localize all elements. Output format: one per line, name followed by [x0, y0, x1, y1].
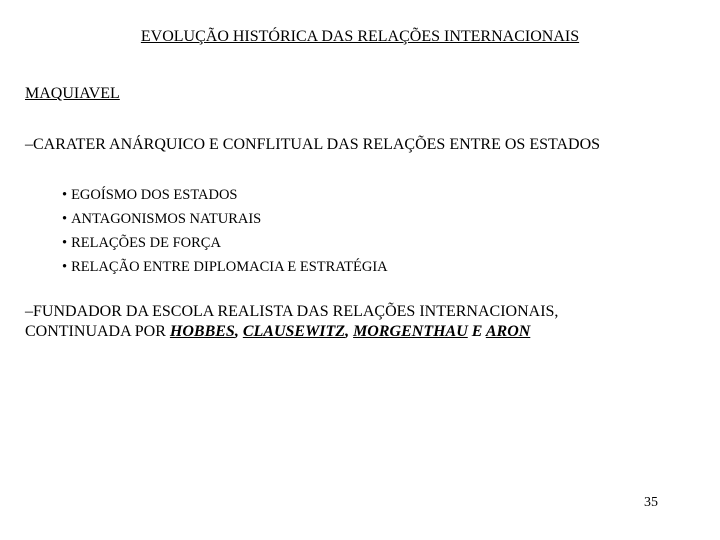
section-heading: MAQUIAVEL — [25, 85, 120, 102]
bullet-icon: • — [62, 211, 68, 227]
bullet-icon: • — [62, 259, 68, 275]
list-item-text: RELAÇÃO ENTRE DIPLOMACIA E ESTRATÉGIA — [71, 259, 388, 275]
statement-line — [25, 322, 558, 342]
statement-anarchic-character: –CARATER ANÁRQUICO E CONFLITUAL DAS RELAÇÕES ENTRE OS ESTADOS — [25, 136, 601, 153]
continued-by-label: CONTINUADA POR — [25, 323, 170, 340]
page-number: 35 — [644, 495, 658, 510]
bullet-list — [62, 183, 388, 279]
name-hobbes: HOBBES — [169, 323, 235, 340]
name-aron: ARON — [485, 323, 531, 340]
name-clausewitz: CLAUSEWITZ — [242, 323, 346, 340]
statement-realist-school — [25, 302, 558, 342]
separator: , — [345, 323, 354, 340]
slide-title: EVOLUÇÃO HISTÓRICA DAS RELAÇÕES INTERNACIONAIS — [140, 28, 580, 45]
statement-line: –FUNDADOR DA ESCOLA REALISTA DAS RELAÇÕES INTERNACIONAIS, — [25, 303, 559, 320]
list-item — [62, 231, 388, 255]
list-item-text: ANTAGONISMOS NATURAIS — [71, 211, 262, 227]
separator: , — [234, 323, 243, 340]
list-item — [62, 207, 388, 231]
bullet-icon: • — [62, 235, 68, 251]
list-item — [62, 255, 388, 279]
separator: E — [467, 323, 486, 340]
list-item-text: RELAÇÕES DE FORÇA — [71, 235, 221, 251]
bullet-icon: • — [62, 187, 68, 203]
name-morgenthau: MORGENTHAU — [353, 323, 468, 340]
list-item-text: EGOÍSMO DOS ESTADOS — [71, 187, 238, 203]
list-item — [62, 183, 388, 207]
